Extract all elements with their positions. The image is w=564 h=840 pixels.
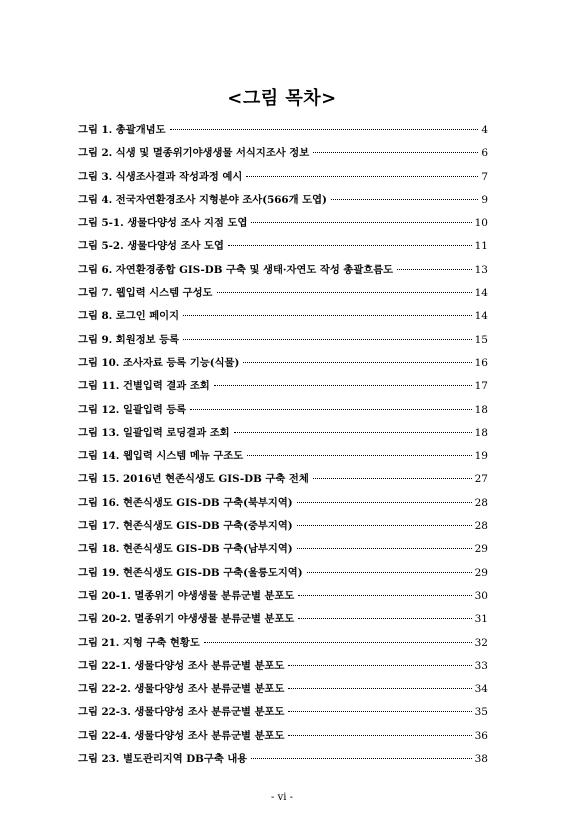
- toc-entry[interactable]: [78, 237, 488, 260]
- toc-entry[interactable]: [78, 307, 488, 330]
- dot-leader: [217, 292, 472, 293]
- toc-entry-label: 그림 23. 별도관리지역 DB구축 내용: [78, 753, 248, 766]
- toc-entry[interactable]: [78, 261, 488, 284]
- toc-entry-label: 그림 15. 2016년 현존식생도 GIS-DB 구축 전체: [78, 473, 309, 486]
- dot-leader: [204, 642, 472, 643]
- toc-entry[interactable]: [78, 470, 488, 493]
- toc-entry-label: 그림 14. 웹입력 시스템 메뉴 구조도: [78, 450, 244, 463]
- toc-entry-label: 그림 16. 현존식생도 GIS-DB 구축(북부지역): [78, 496, 293, 509]
- toc-entry-page-number: 38: [474, 753, 488, 766]
- toc-entry-page-number: 14: [474, 287, 488, 300]
- toc-entry[interactable]: [78, 331, 488, 354]
- dot-leader: [297, 502, 472, 503]
- toc-entry[interactable]: [78, 657, 488, 680]
- toc-entry-page-number: 18: [474, 426, 488, 439]
- toc-entry-label: 그림 20-2. 멸종위기 야생생물 분류군별 분포도: [78, 613, 295, 626]
- dot-leader: [307, 572, 472, 573]
- toc-entry-page-number: 7: [481, 170, 488, 183]
- toc-entry[interactable]: [78, 377, 488, 400]
- toc-entry-page-number: 6: [481, 147, 488, 160]
- toc-entry-page-number: 28: [474, 496, 488, 509]
- dot-leader: [183, 339, 472, 340]
- toc-entry-label: 그림 8. 로그인 페이지: [78, 310, 180, 323]
- toc-entry-page-number: 18: [474, 403, 488, 416]
- toc-entry-label: 그림 2. 식생 및 멸종위기야생생물 서식지조사 정보: [78, 147, 310, 160]
- toc-entry[interactable]: [78, 564, 488, 587]
- toc-entry-page-number: 35: [474, 706, 488, 719]
- dot-leader: [246, 176, 478, 177]
- toc-entry[interactable]: [78, 168, 488, 191]
- dot-leader: [228, 245, 472, 246]
- toc-entry-page-number: 14: [474, 310, 488, 323]
- toc-entry-page-number: 17: [474, 380, 488, 393]
- toc-entry[interactable]: [78, 727, 488, 750]
- toc-entry-label: 그림 1. 총괄개념도: [78, 124, 166, 136]
- toc-entry-label: 그림 3. 식생조사결과 작성과정 예시: [78, 170, 243, 183]
- toc-entry-page-number: 13: [474, 263, 488, 276]
- toc-entry-label: 그림 4. 전국자연환경조사 지형분야 조사(566개 도엽): [78, 193, 327, 206]
- toc-entry-label: 그림 17. 현존식생도 GIS-DB 구축(중부지역): [78, 520, 293, 533]
- dot-leader: [298, 618, 471, 619]
- dot-leader: [214, 385, 472, 386]
- toc-entry-page-number: 30: [474, 589, 488, 602]
- toc-entry[interactable]: [78, 284, 488, 307]
- figure-table-of-contents: [78, 121, 488, 773]
- toc-entry[interactable]: [78, 703, 488, 726]
- dot-leader: [288, 665, 471, 666]
- toc-entry[interactable]: [78, 214, 488, 237]
- toc-entry[interactable]: [78, 587, 488, 610]
- dot-leader: [183, 315, 472, 316]
- toc-entry[interactable]: [78, 401, 488, 424]
- dot-leader: [170, 129, 479, 130]
- dot-leader: [234, 432, 472, 433]
- page-title: <그림 목차>: [227, 88, 337, 109]
- toc-entry-page-number: 34: [474, 683, 488, 696]
- toc-entry-page-number: 27: [474, 473, 488, 486]
- toc-entry[interactable]: [78, 634, 488, 657]
- toc-entry-label: 그림 19. 현존식생도 GIS-DB 구축(울릉도지역): [78, 566, 303, 579]
- toc-entry[interactable]: [78, 494, 488, 517]
- toc-entry[interactable]: [78, 750, 488, 773]
- toc-entry-page-number: 32: [474, 636, 488, 649]
- toc-entry-page-number: 19: [474, 450, 488, 463]
- toc-entry-label: 그림 21. 지형 구축 현황도: [78, 636, 200, 649]
- toc-entry-page-number: 31: [474, 613, 488, 626]
- dot-leader: [297, 548, 472, 549]
- dot-leader: [243, 362, 471, 363]
- toc-entry-page-number: 11: [474, 240, 488, 253]
- dot-leader: [331, 199, 478, 200]
- toc-entry[interactable]: [78, 144, 488, 167]
- toc-entry-page-number: 4: [481, 124, 488, 136]
- toc-entry-label: 그림 9. 회원정보 등록: [78, 333, 180, 346]
- toc-entry-label: 그림 22-3. 생물다양성 조사 분류군별 분포도: [78, 706, 285, 719]
- toc-entry-label: 그림 22-4. 생물다양성 조사 분류군별 분포도: [78, 729, 285, 742]
- toc-entry-page-number: 28: [474, 520, 488, 533]
- toc-entry-label: 그림 22-2. 생물다양성 조사 분류군별 분포도: [78, 683, 285, 696]
- toc-entry[interactable]: [78, 424, 488, 447]
- dot-leader: [298, 595, 471, 596]
- dot-leader: [288, 711, 471, 712]
- dot-leader: [313, 478, 472, 479]
- dot-leader: [397, 269, 472, 270]
- dot-leader: [297, 525, 472, 526]
- toc-entry-page-number: 10: [474, 217, 488, 230]
- toc-entry-label: 그림 13. 일괄입력 로딩결과 조회: [78, 426, 230, 439]
- toc-entry[interactable]: [78, 680, 488, 703]
- toc-entry[interactable]: [78, 121, 488, 144]
- page-number-footer: - vi -: [271, 792, 293, 803]
- toc-entry[interactable]: [78, 354, 488, 377]
- toc-entry-page-number: 15: [474, 333, 488, 346]
- toc-entry-label: 그림 11. 건별입력 결과 조회: [78, 380, 210, 393]
- toc-entry-page-number: 33: [474, 659, 488, 672]
- toc-entry-label: 그림 10. 조사자료 등록 기능(식물): [78, 356, 240, 369]
- dot-leader: [288, 688, 471, 689]
- toc-entry-label: 그림 5-2. 생물다양성 조사 도엽: [78, 240, 224, 253]
- toc-entry[interactable]: [78, 447, 488, 470]
- toc-entry-page-number: 16: [474, 356, 488, 369]
- toc-entry-page-number: 9: [481, 193, 488, 206]
- toc-entry-label: 그림 12. 일괄입력 등록: [78, 403, 187, 416]
- toc-entry[interactable]: [78, 610, 488, 633]
- dot-leader: [251, 758, 471, 759]
- toc-entry-label: 그림 5-1. 생물다양성 조사 지점 도엽: [78, 217, 248, 230]
- toc-entry-label: 그림 7. 웹입력 시스템 구성도: [78, 287, 213, 300]
- toc-entry-page-number: 29: [474, 543, 488, 556]
- dot-leader: [247, 455, 471, 456]
- toc-entry-label: 그림 20-1. 멸종위기 야생생물 분류군별 분포도: [78, 589, 295, 602]
- toc-entry-label: 그림 18. 현존식생도 GIS-DB 구축(남부지역): [78, 543, 293, 556]
- toc-entry[interactable]: [78, 191, 488, 214]
- dot-leader: [190, 409, 471, 410]
- dot-leader: [251, 222, 471, 223]
- toc-entry-label: 그림 6. 자연환경종합 GIS-DB 구축 및 생태·자연도 작성 총괄흐름도: [78, 263, 394, 276]
- toc-entry[interactable]: [78, 540, 488, 563]
- toc-entry-page-number: 29: [474, 566, 488, 579]
- toc-entry[interactable]: [78, 517, 488, 540]
- toc-entry-label: 그림 22-1. 생물다양성 조사 분류군별 분포도: [78, 659, 285, 672]
- toc-entry-page-number: 36: [474, 729, 488, 742]
- dot-leader: [313, 152, 478, 153]
- dot-leader: [288, 735, 471, 736]
